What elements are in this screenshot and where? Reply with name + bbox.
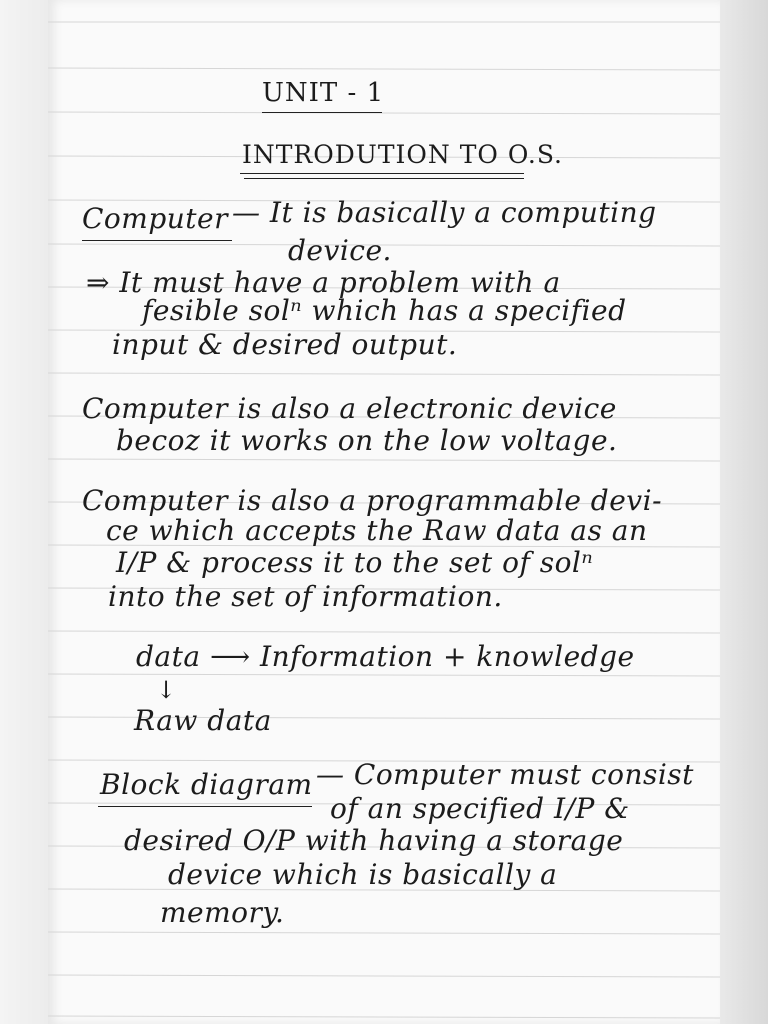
block-line-4: device which is basically a: [168, 858, 558, 891]
data-flow-line: data ⟶ Information + knowledge: [136, 640, 635, 673]
feasible-line-1: ⇒ It must have a problem with a: [86, 266, 561, 299]
computer-heading: Computer: [82, 202, 228, 235]
page-right-margin: [720, 0, 768, 1024]
computer-def-line-1: — It is basically a computing: [232, 196, 657, 229]
notebook-page: [48, 0, 720, 1024]
programmable-line-2: ce which accepts the Raw data as an: [106, 514, 648, 547]
block-line-5: memory.: [160, 896, 285, 929]
block-line-1: — Computer must consist: [316, 758, 694, 791]
block-diagram-heading: Block diagram: [100, 768, 313, 801]
programmable-line-1: Computer is also a programmable devi-: [82, 484, 663, 517]
chapter-title-underline-2: [244, 178, 524, 179]
feasible-line-3: input & desired output.: [112, 328, 458, 361]
page-left-margin: [0, 0, 48, 1024]
computer-def-line-2: device.: [288, 234, 392, 267]
chapter-title-underline-1: [240, 173, 524, 174]
feasible-line-2: fesible solⁿ which has a specified: [142, 294, 627, 327]
block-line-3: desired O/P with having a storage: [124, 824, 624, 857]
unit-title-underline: [262, 112, 382, 113]
block-line-2: of an specified I/P &: [330, 792, 630, 825]
programmable-line-3: I/P & process it to the set of solⁿ: [116, 546, 594, 579]
programmable-line-4: into the set of information.: [108, 580, 503, 613]
down-arrow-icon: ↓: [156, 676, 177, 704]
electronic-line-2: becoz it works on the low voltage.: [116, 424, 618, 457]
computer-heading-underline: [82, 240, 232, 241]
unit-title: UNIT - 1: [262, 78, 385, 108]
chapter-title: INTRODUTION TO O.S.: [242, 140, 564, 169]
block-diagram-underline: [98, 806, 312, 807]
electronic-line-1: Computer is also a electronic device: [82, 392, 617, 425]
raw-data-label: Raw data: [134, 704, 272, 737]
